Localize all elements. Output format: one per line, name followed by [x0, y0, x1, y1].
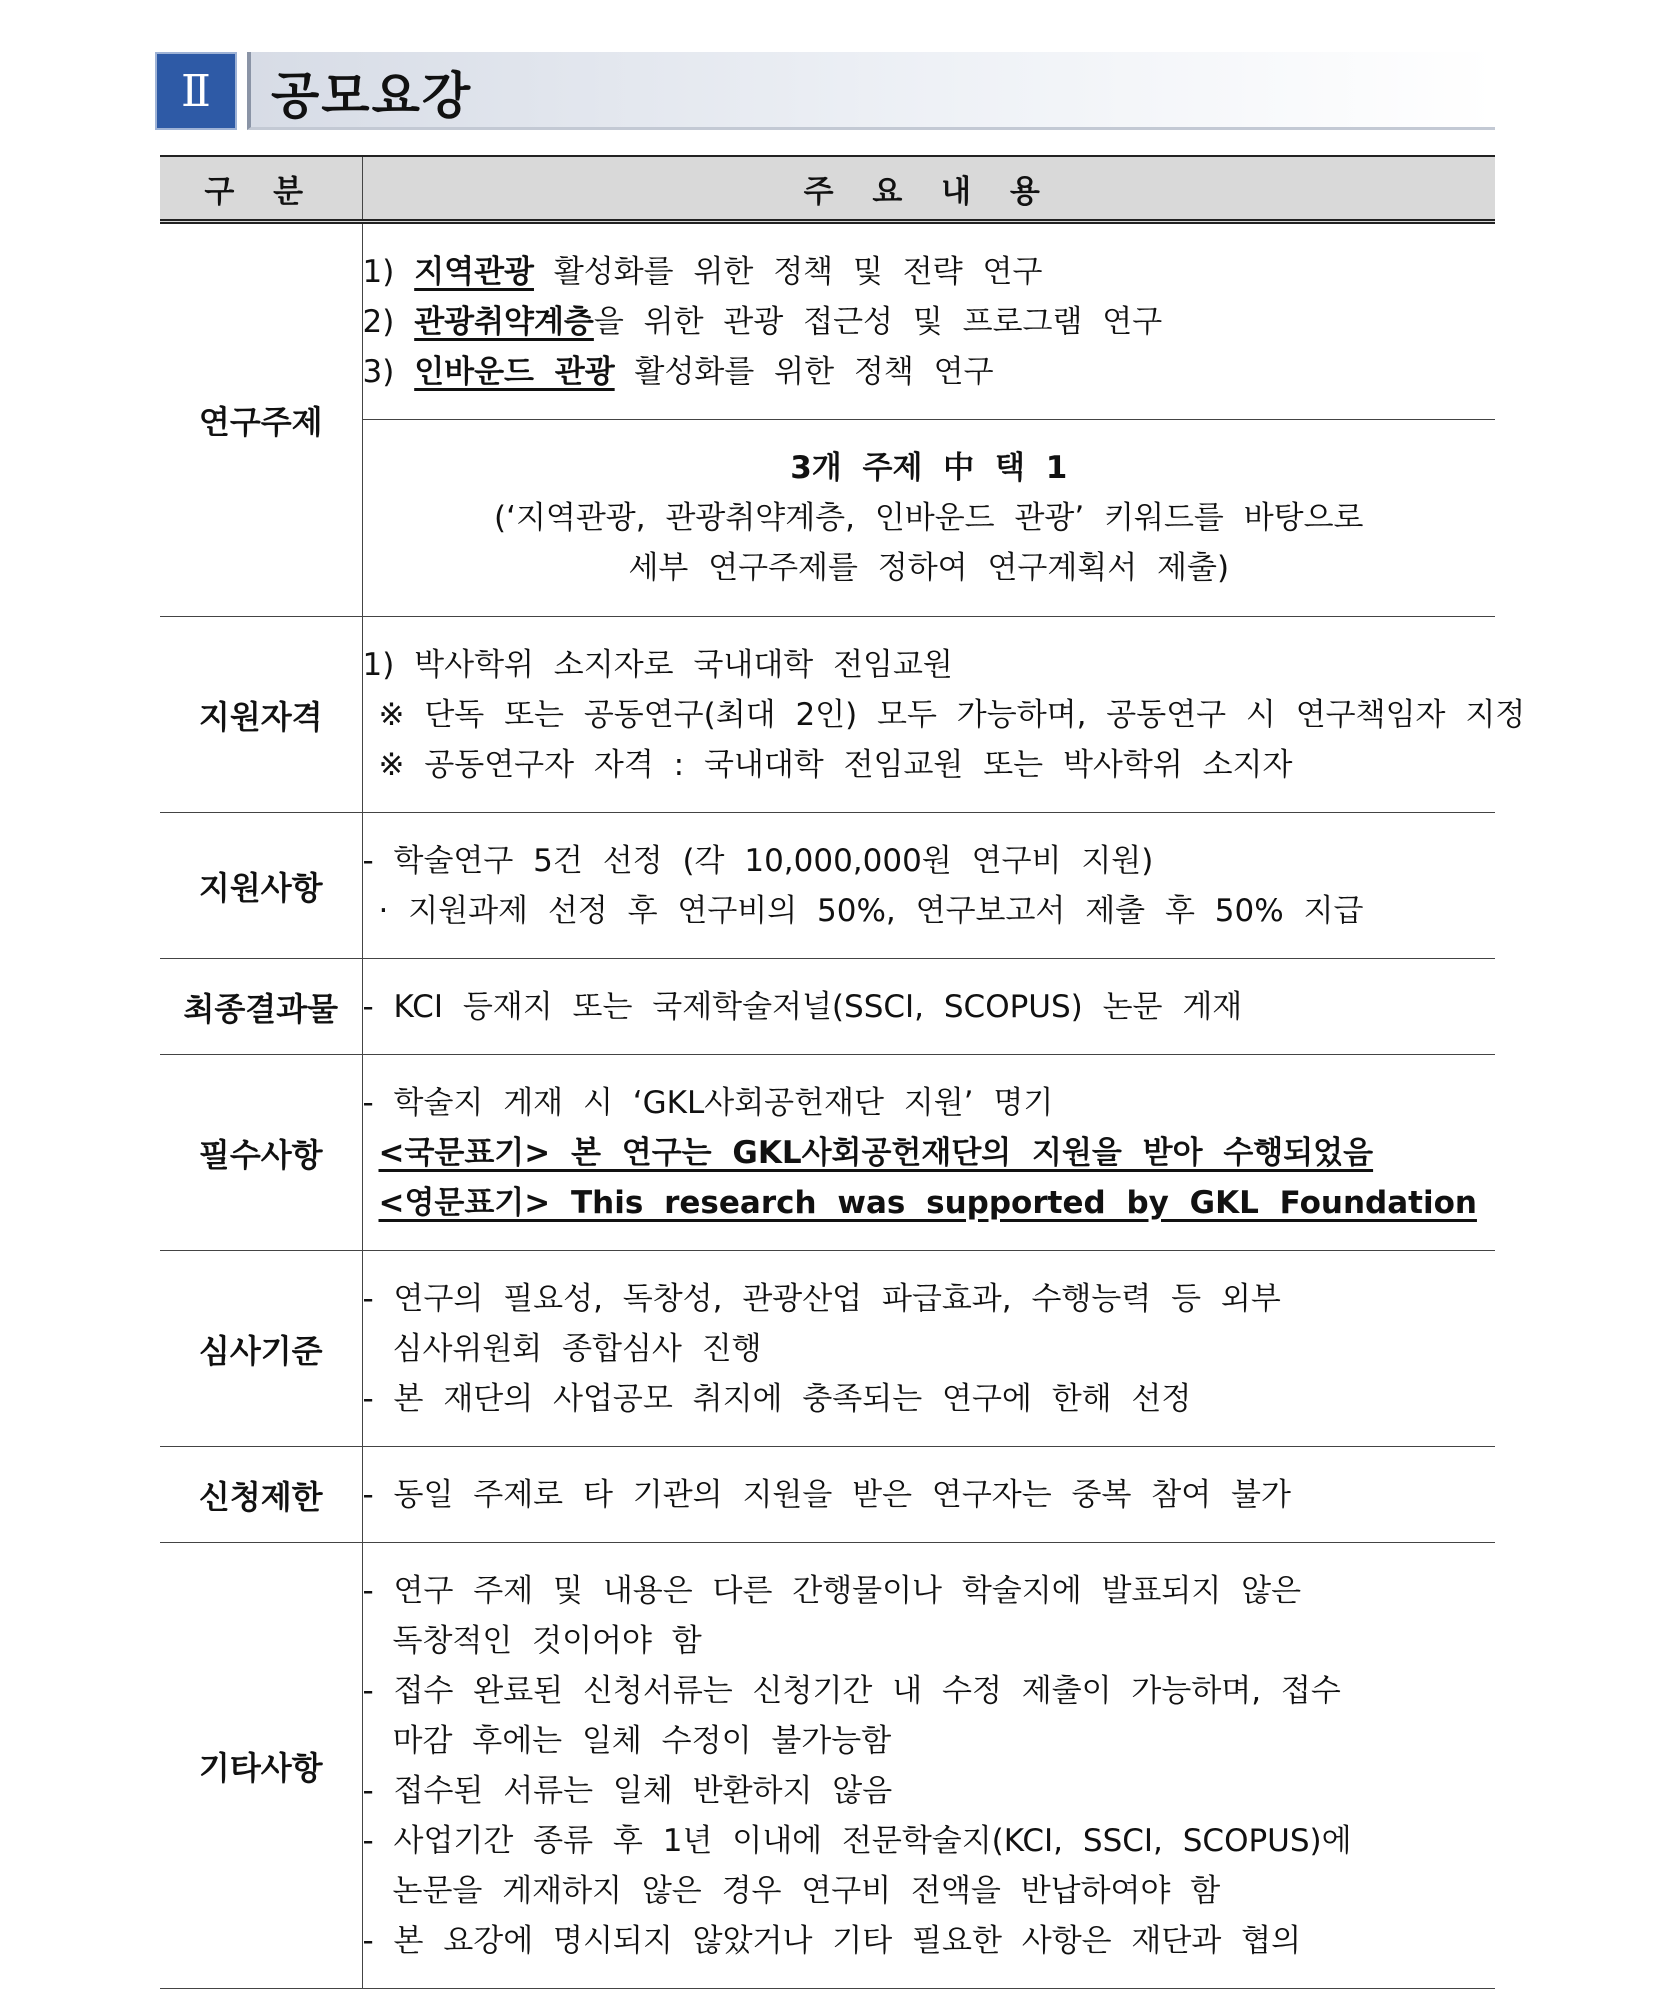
table-row-support: [160, 813, 1495, 959]
required-line1: - 학술지 게재 시 ‘GKL사회공헌재단 지원’ 명기: [362, 1084, 1054, 1121]
criteria-line1: - 연구의 필요성, 독창성, 관광산업 파급효과, 수행능력 등 외부: [362, 1280, 1281, 1317]
row-label-support: 지원사항: [160, 813, 362, 959]
criteria-line2: 심사위원회 종합심사 진행: [392, 1330, 762, 1367]
etc-line1: - 연구 주제 및 내용은 다른 간행물이나 학술지에 발표되지 않은: [362, 1572, 1302, 1609]
restriction-content: [362, 1447, 1495, 1543]
row-label-eligibility: 지원자격: [160, 617, 362, 813]
etc-content: [362, 1543, 1495, 1989]
required-content: [362, 1055, 1495, 1251]
etc-line6: - 사업기간 종류 후 1년 이내에 전문학술지(KCI, SSCI, SCOPUS)에: [362, 1822, 1352, 1859]
topic-choose-title: 3개 주제 中 택 1: [790, 450, 1068, 486]
etc-line7: 논문을 게재하지 않은 경우 연구비 전액을 반납하여야 함: [392, 1872, 1221, 1909]
etc-line8: - 본 요강에 명시되지 않았거나 기타 필요한 사항은 재단과 협의: [362, 1922, 1302, 1959]
criteria-content: [362, 1251, 1495, 1447]
eligibility-line2: ※ 단독 또는 공동연구(최대 2인) 모두 가능하며, 공동연구 시 연구책임자 지정: [378, 696, 1526, 733]
row-label-result: 최종결과물: [160, 959, 362, 1055]
header-content: 주 요 내 용: [362, 156, 1495, 222]
topic-choose-line2: 세부 연구주제를 정하여 연구계획서 제출): [628, 550, 1230, 586]
row-label-restriction: 신청제한: [160, 1447, 362, 1543]
etc-line4: 마감 후에는 일체 수정이 불가능함: [392, 1722, 892, 1759]
etc-line3: - 접수 완료된 신청서류는 신청기간 내 수정 제출이 가능하며, 접수: [362, 1672, 1341, 1709]
topic-item-2: 2) 관광취약계층을 위한 관광 접근성 및 프로그램 연구: [362, 303, 1163, 340]
row-label-topic: 연구주제: [160, 222, 362, 617]
guideline-table: [160, 155, 1526, 1989]
table-row-topic: [160, 222, 1495, 420]
required-line2: <국문표기> 본 연구는 GKL사회공헌재단의 지원을 받아 수행되었음: [378, 1134, 1374, 1171]
section-number: Ⅱ: [155, 52, 237, 130]
table-row-criteria: [160, 1251, 1495, 1447]
table-row-restriction: [160, 1447, 1495, 1543]
table-row-required: [160, 1055, 1495, 1251]
row-label-required: 필수사항: [160, 1055, 362, 1251]
table-header-row: [160, 156, 1495, 222]
etc-line5: - 접수된 서류는 일체 반환하지 않음: [362, 1772, 893, 1809]
header-category: 구 분: [160, 156, 362, 222]
section-title: 공모요강: [271, 67, 473, 125]
topic-list: [362, 222, 1495, 420]
result-content: [362, 959, 1495, 1055]
restriction-line1: - 동일 주제로 타 기관의 지원을 받은 연구자는 중복 참여 불가: [362, 1476, 1291, 1513]
eligibility-line3: ※ 공동연구자 자격 : 국내대학 전임교원 또는 박사학위 소지자: [378, 746, 1293, 783]
required-line3: <영문표기> This research was supported by GKL Foundation: [378, 1184, 1477, 1221]
result-line1: - KCI 등재지 또는 국제학술저널(SSCI, SCOPUS) 논문 게재: [362, 988, 1243, 1025]
row-label-etc: 기타사항: [160, 1543, 362, 1989]
topic-item-3: 3) 인바운드 관광 활성화를 위한 정책 연구: [362, 353, 994, 390]
support-line2: · 지원과제 선정 후 연구비의 50%, 연구보고서 제출 후 50% 지급: [378, 892, 1364, 929]
section-title-bar: [247, 52, 1495, 130]
criteria-line3: - 본 재단의 사업공모 취지에 충족되는 연구에 한해 선정: [362, 1380, 1192, 1417]
table-row-etc: [160, 1543, 1495, 1989]
eligibility-content: [362, 617, 1526, 813]
eligibility-line1: 1) 박사학위 소지자로 국내대학 전임교원: [362, 646, 953, 683]
topic-choose-line1: (‘지역관광, 관광취약계층, 인바운드 관광’ 키워드를 바탕으로: [494, 500, 1364, 536]
table-row-result: [160, 959, 1495, 1055]
support-content: [362, 813, 1495, 959]
topic-item-1: 1) 지역관광 활성화를 위한 정책 및 전략 연구: [362, 253, 1043, 290]
etc-line2: 독창적인 것이어야 함: [392, 1622, 702, 1659]
section-header: [155, 52, 1495, 130]
topic-choose: [362, 420, 1495, 617]
table-row-eligibility: [160, 617, 1495, 813]
support-line1: - 학술연구 5건 선정 (각 10,000,000원 연구비 지원): [362, 842, 1154, 879]
row-label-criteria: 심사기준: [160, 1251, 362, 1447]
